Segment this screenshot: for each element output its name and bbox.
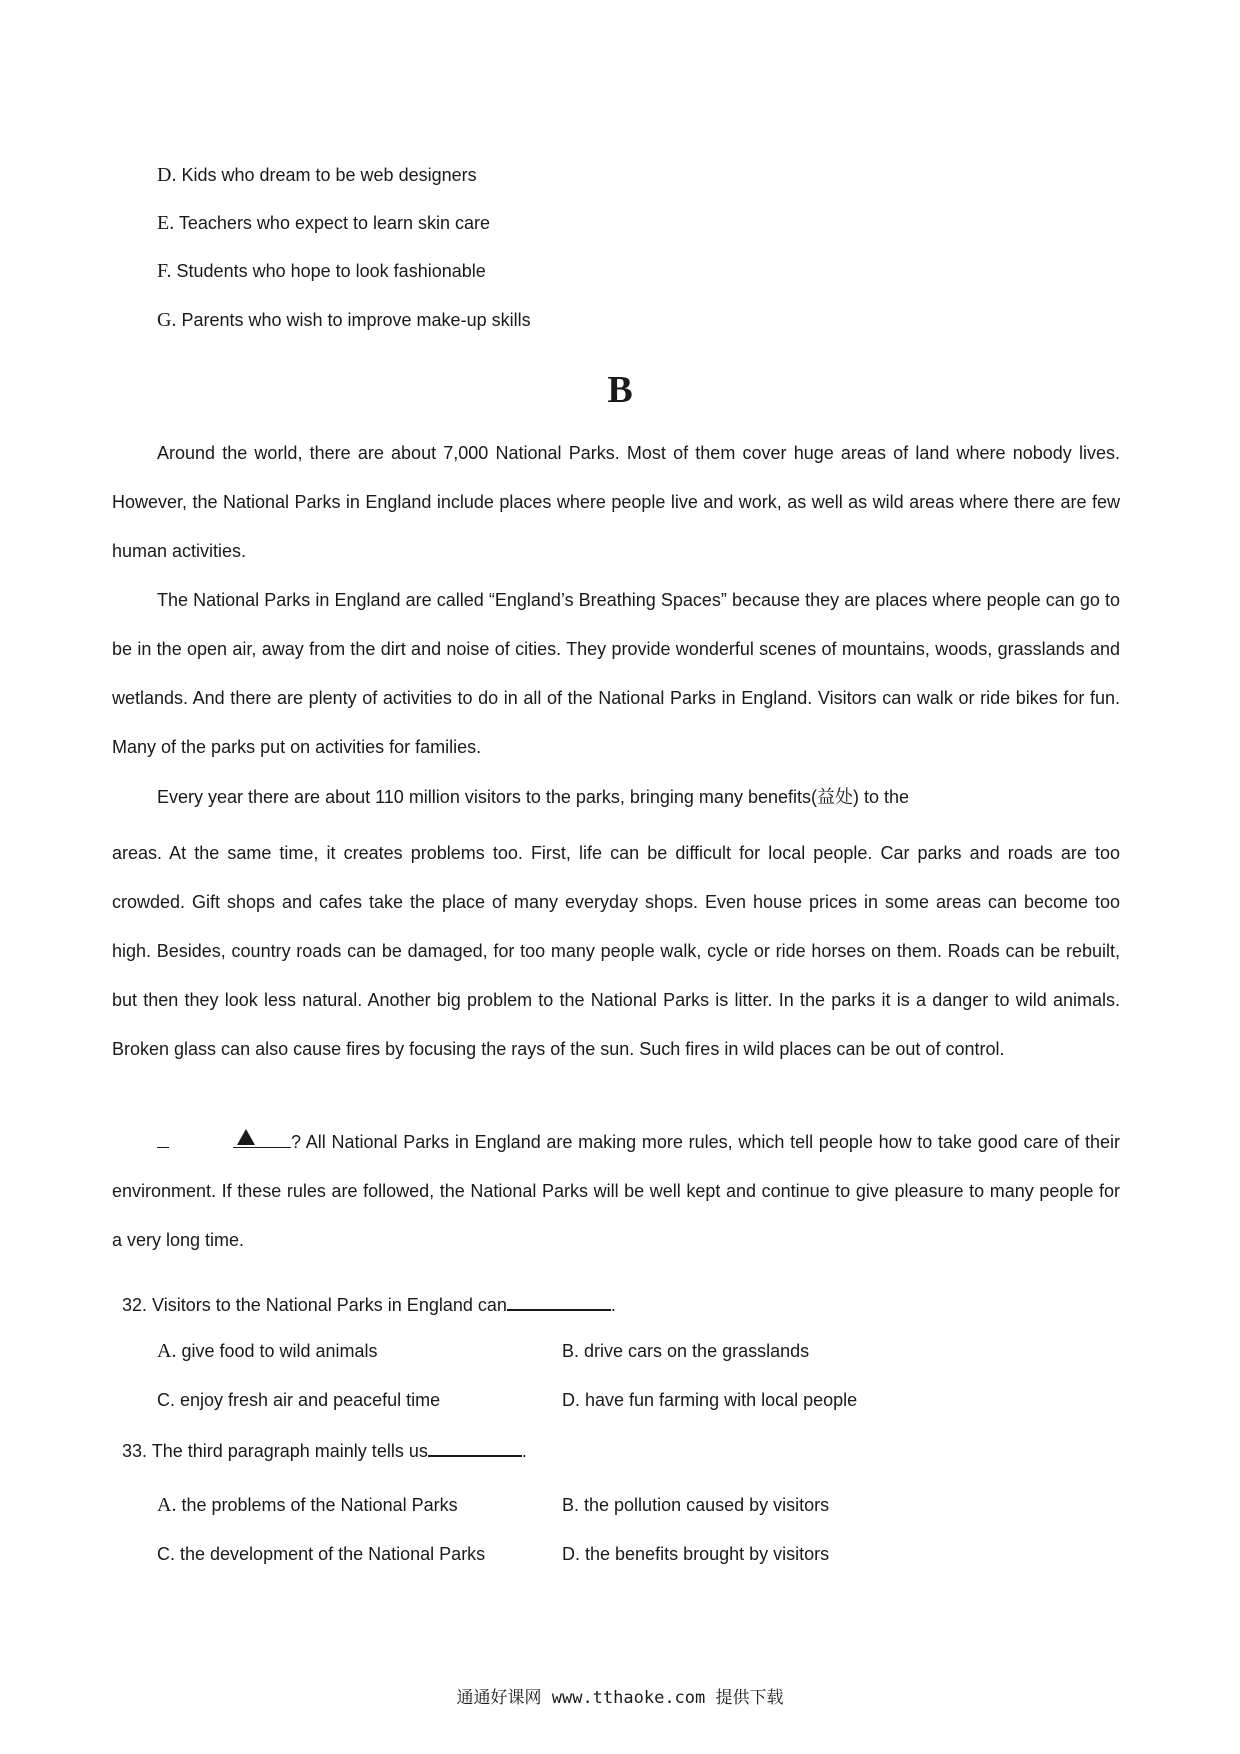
choice-letter: A. bbox=[157, 1494, 177, 1516]
paragraph-3-rest-text: areas. At the same time, it creates problems too. First, life can be difficult for local people. Car parks and roads are too crowded. Gift shops and cafes take the place of many everyday shops. Even house prices in some areas can become too high. Besides, country roads can be damaged, for too many people walk, cycle or ride horses on them. Roads can be rebuilt, but then they look less natural. Another big problem to the National Parks is litter. In the parks it is a danger to wild animals. Broken glass can also cause fires by focusing the rays of the sun. Such fires in wild places can be out of control. bbox=[112, 843, 1120, 1059]
option-text: Parents who wish to improve make-up skills bbox=[176, 310, 531, 330]
triangle-icon bbox=[237, 1129, 255, 1145]
section-title: B bbox=[607, 369, 633, 411]
choice-text: the benefits brought by visitors bbox=[580, 1544, 830, 1564]
dash-mark bbox=[157, 1131, 169, 1148]
choice-text: have fun farming with local people bbox=[580, 1390, 858, 1410]
choice-letter: C. bbox=[157, 1390, 175, 1410]
paragraph-2-text: The National Parks in England are called “England’s Breathing Spaces” because they are places where people can go to be in the open air, away from the dirt and noise of cities. They provide wonderful scenes of mountains, woods, grasslands and wetlands. And there are plenty of activities to do in all of the National Parks in England. Visitors can walk or ride bikes for fun. Many of the parks put on activities for families. bbox=[112, 590, 1120, 757]
choice-letter: D. bbox=[562, 1390, 580, 1410]
choice-text: enjoy fresh air and peaceful time bbox=[175, 1390, 441, 1410]
choice-text: the development of the National Parks bbox=[175, 1544, 486, 1564]
answer-blank[interactable] bbox=[507, 1291, 611, 1311]
option-d bbox=[157, 163, 477, 187]
choice-32-c[interactable] bbox=[157, 1388, 440, 1412]
option-letter: F. bbox=[157, 260, 172, 282]
paragraph-3-first-line-text: Every year there are about 110 million visitors to the parks, bringing many benefits(益处) to the bbox=[157, 787, 910, 807]
question-end: . bbox=[610, 1295, 616, 1315]
choice-33-b[interactable] bbox=[562, 1493, 829, 1517]
paragraph-4 bbox=[112, 1118, 1120, 1265]
choice-text: the pollution caused by visitors bbox=[579, 1495, 830, 1515]
option-f bbox=[157, 259, 486, 283]
page-footer: 通通好课网 www.tthaoke.com 提供下载 bbox=[456, 1688, 784, 1708]
paragraph-1 bbox=[112, 429, 1120, 576]
paragraph-1-text: Around the world, there are about 7,000 National Parks. Most of them cover huge areas of land where nobody lives. However, the National Parks in England include places where people live and work, as well as wild areas where there are few human activities. bbox=[112, 443, 1120, 561]
choice-32-b[interactable] bbox=[562, 1339, 809, 1363]
choice-32-a[interactable] bbox=[157, 1339, 378, 1363]
option-letter: G. bbox=[157, 309, 177, 331]
choice-letter: B. bbox=[562, 1341, 580, 1361]
question-33 bbox=[122, 1437, 527, 1463]
choice-33-a[interactable] bbox=[157, 1493, 458, 1517]
choice-letter: B. bbox=[562, 1495, 580, 1515]
option-g bbox=[157, 308, 531, 332]
paragraph-3-first-line bbox=[112, 773, 1120, 822]
choice-text: give food to wild animals bbox=[176, 1341, 378, 1361]
choice-letter: A. bbox=[157, 1340, 177, 1362]
paragraph-2 bbox=[112, 576, 1120, 772]
paragraph-3-rest bbox=[112, 829, 1120, 1074]
question-32 bbox=[122, 1291, 616, 1317]
option-text: Students who hope to look fashionable bbox=[171, 261, 486, 281]
question-stem: 32. Visitors to the National Parks in England can bbox=[122, 1295, 507, 1315]
choice-33-d[interactable] bbox=[562, 1542, 829, 1566]
choice-33-c[interactable] bbox=[157, 1542, 485, 1566]
paragraph-4-text: ? All National Parks in England are making more rules, which tell people how to take good care of their environment. If these rules are followed, the National Parks will be well kept and continue to give pleasure to many people for a very long time. bbox=[112, 1132, 1120, 1250]
answer-blank[interactable] bbox=[233, 1129, 291, 1148]
choice-text: the problems of the National Parks bbox=[176, 1495, 458, 1515]
option-text: Kids who dream to be web designers bbox=[176, 165, 477, 185]
choice-letter: C. bbox=[157, 1544, 175, 1564]
question-stem: 33. The third paragraph mainly tells us bbox=[122, 1441, 428, 1461]
question-end: . bbox=[521, 1441, 527, 1461]
choice-letter: D. bbox=[562, 1544, 580, 1564]
option-letter: D. bbox=[157, 164, 177, 186]
option-letter: E. bbox=[157, 212, 175, 234]
option-text: Teachers who expect to learn skin care bbox=[174, 213, 491, 233]
answer-blank[interactable] bbox=[428, 1437, 522, 1457]
option-e bbox=[157, 211, 490, 235]
choice-32-d[interactable] bbox=[562, 1388, 857, 1412]
choice-text: drive cars on the grasslands bbox=[579, 1341, 810, 1361]
